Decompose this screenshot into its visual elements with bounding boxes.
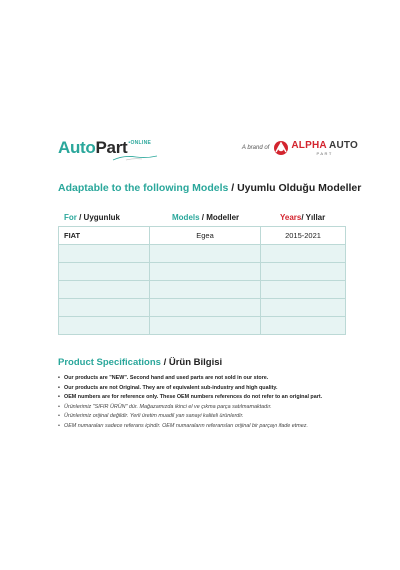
table-row — [59, 263, 346, 281]
logo-part-text: Part — [95, 138, 128, 157]
cell-brand — [59, 245, 150, 263]
table-row — [59, 227, 346, 245]
list-item: • Ürünlerimiz "SIFIR ÜRÜN" dür. Mağazamızda ikinci el ve çıkma parça satılmamaktadır. — [58, 403, 358, 413]
brand-of-text: A brand of — [241, 145, 270, 151]
header-years-tr: / Yıllar — [301, 213, 326, 222]
list-item: • Our products are "NEW". Second hand and used parts are not sold in our store. — [58, 374, 358, 384]
cell-years — [261, 299, 346, 317]
logo-auto-text: Auto — [58, 138, 96, 157]
table-row — [59, 299, 346, 317]
list-item: • OEM numaraları sadece referans içindir. OEM numaraların referansları orijinal bir parçayı ifade etmez. — [58, 422, 358, 432]
header-for-tr: / Uygunluk — [76, 213, 121, 222]
models-table — [58, 226, 346, 335]
list-item: • Ürünlerimiz orijinal değildir. Yerli üretim muadil yan sanayi kaliteli ürünlerdir. — [58, 412, 358, 422]
specs-list — [58, 374, 358, 432]
table-row — [59, 317, 346, 335]
models-section-title — [58, 182, 361, 194]
cell-brand — [59, 317, 150, 335]
cell-years — [261, 317, 346, 335]
alpha-logo-icon — [273, 140, 289, 156]
header-for — [64, 213, 120, 222]
brand-alpha-text: ALPHA — [291, 139, 327, 151]
table-row — [59, 245, 346, 263]
header — [58, 136, 358, 166]
cell-brand — [59, 281, 150, 299]
cell-years: 2015-2021 — [261, 227, 346, 245]
cell-brand — [59, 263, 150, 281]
header-for-en: For — [64, 213, 77, 222]
header-models — [172, 213, 239, 222]
models-title-tr: Uyumlu Olduğu Modeller — [237, 182, 362, 194]
cell-model: Egea — [150, 227, 261, 245]
cell-model — [150, 281, 261, 299]
cell-model — [150, 245, 261, 263]
list-item: • Our products are not Original. They are of equivalent sub-industry and high quality. — [58, 384, 358, 394]
cell-brand — [59, 299, 150, 317]
header-models-tr: / Modeller — [199, 213, 240, 222]
specs-section-title — [58, 357, 222, 368]
brand-auto-text: AUTO — [329, 139, 358, 151]
specs-title-en: Product Specifications — [58, 357, 161, 368]
cell-years — [261, 245, 346, 263]
header-years — [280, 213, 325, 222]
models-title-en: Adaptable to the following Models — [58, 182, 229, 194]
cell-model — [150, 299, 261, 317]
list-item: • OEM numbers are for reference only. These OEM numbers references do not refer to an original part. — [58, 393, 358, 403]
cell-years — [261, 281, 346, 299]
cell-brand: FIAT — [59, 227, 150, 245]
cell-years — [261, 263, 346, 281]
table-row — [59, 281, 346, 299]
cell-model — [150, 263, 261, 281]
models-title-sep: / — [228, 182, 238, 194]
specs-title-sep: / — [160, 357, 169, 368]
alpha-auto-brand — [242, 140, 358, 156]
car-swoosh-icon — [112, 154, 158, 162]
logo-online-text: •ONLINE — [128, 140, 152, 146]
specs-title-tr: Ürün Bilgisi — [168, 357, 223, 368]
brand-sub-text: PART — [316, 150, 333, 156]
cell-model — [150, 317, 261, 335]
header-models-en: Models — [172, 213, 200, 222]
header-years-en: Years — [280, 213, 302, 222]
